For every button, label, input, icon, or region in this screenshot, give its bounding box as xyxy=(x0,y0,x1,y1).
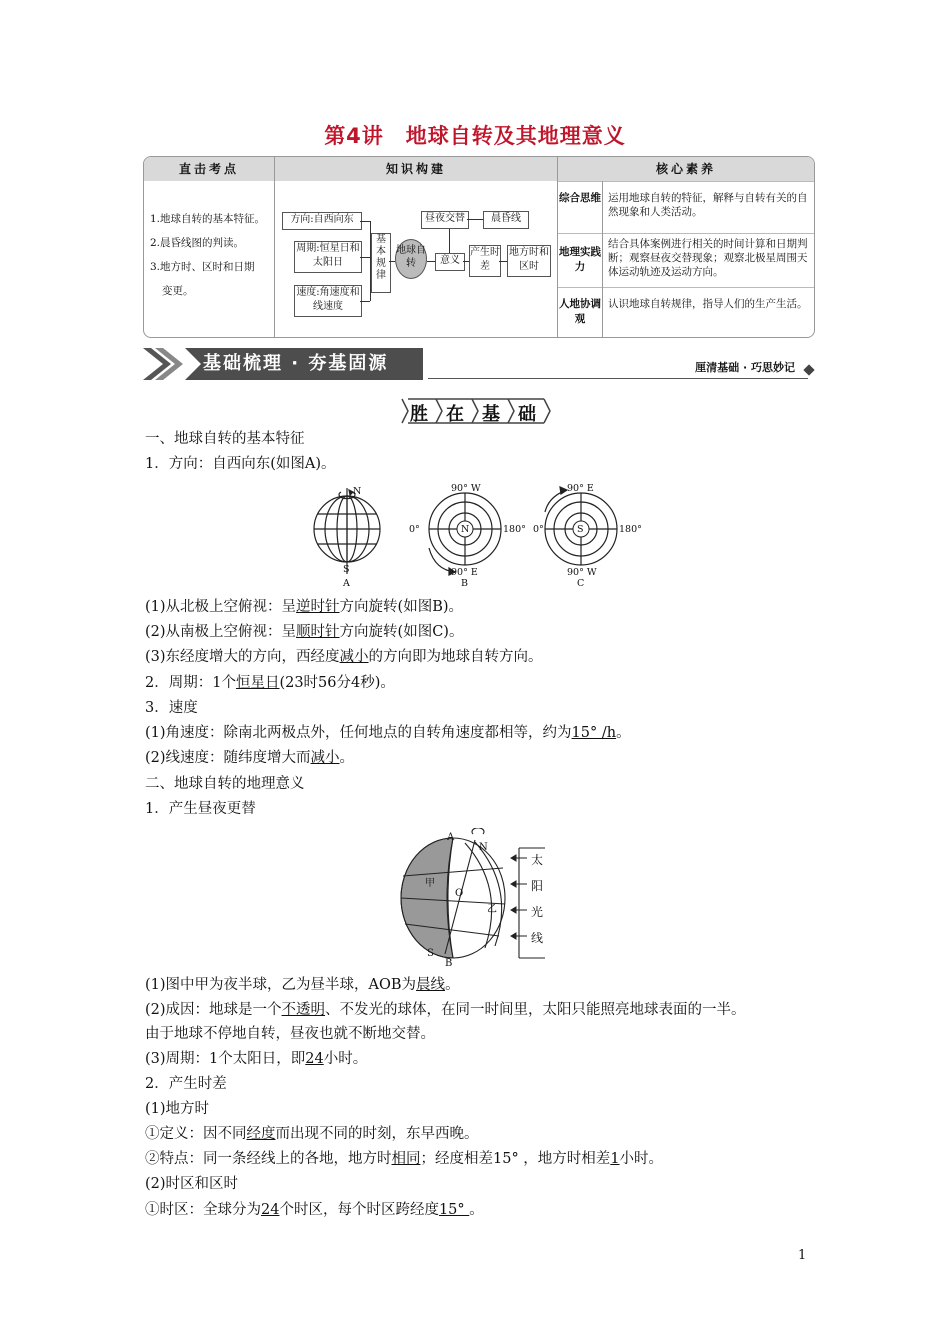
line-text: 的方向即为地球自转方向。 xyxy=(368,649,543,665)
text-line xyxy=(145,647,543,667)
section-banner xyxy=(143,348,815,380)
sub-banner-char: 础 xyxy=(518,404,536,425)
line-text: 1．产生昼夜更替 xyxy=(145,801,256,817)
line-text: 。 xyxy=(616,725,631,741)
suyang-label: 综合思维 xyxy=(559,192,601,204)
diamond-icon xyxy=(803,364,814,375)
fig-label: 0° xyxy=(409,524,420,535)
answer-text: 15° xyxy=(438,1202,470,1218)
line-text: 2．周期：1个 xyxy=(145,675,236,691)
line-text: 小时。 xyxy=(323,1051,368,1067)
fig-label: N xyxy=(479,842,488,853)
sun-label: 线 xyxy=(531,931,544,945)
text-line xyxy=(145,1174,238,1194)
sun-label: 光 xyxy=(531,905,544,919)
text-line xyxy=(145,975,460,995)
text-line xyxy=(145,1049,367,1069)
suyang-text: 运用地球自转的特征，解释与自转有关的自然现象和人类活动。 xyxy=(608,192,808,218)
fig-label: C xyxy=(577,578,585,589)
line-text: 。 xyxy=(445,977,460,993)
line-text: (2)成因：地球是一个 xyxy=(145,1002,282,1018)
sub-banner-char: 基 xyxy=(482,404,500,425)
fig-label: 180° xyxy=(503,524,526,535)
fig-label: S xyxy=(427,948,434,959)
text-line xyxy=(145,673,395,693)
line-text: 二、地球自转的地理意义 xyxy=(145,776,305,792)
fig-label: 乙 xyxy=(487,904,497,915)
header-kaodian: 直击考点 xyxy=(144,157,274,181)
fig-label: 180° xyxy=(619,524,642,535)
line-text: 1．方向：自西向东(如图A)。 xyxy=(145,456,336,472)
answer-text: 经度 xyxy=(246,1126,276,1142)
line-text: (23时56分4秒)。 xyxy=(279,675,395,691)
line-text: 小时。 xyxy=(619,1151,664,1167)
answer-text: 恒星日 xyxy=(235,675,280,691)
node-speed: 速度:角速度和线速度 xyxy=(294,285,362,317)
line-text: 个时区，每个时区跨经度 xyxy=(279,1202,439,1218)
fig-label: 0° xyxy=(533,524,544,535)
text-line xyxy=(145,622,463,642)
text-line xyxy=(145,1024,435,1044)
kaodian-item: 2.晨昏线图的判读。 xyxy=(150,237,245,249)
line-text: 而出现不同的时刻，东早西晚。 xyxy=(275,1126,479,1142)
fig-label: 90° W xyxy=(451,483,481,494)
text-line xyxy=(145,1099,209,1119)
sub-banner-char: 胜 xyxy=(410,404,428,425)
text-line xyxy=(145,1124,479,1144)
line-text: (2)时区和区时 xyxy=(145,1176,239,1192)
line-text: ；经度相差15° ，地方时相差 xyxy=(420,1151,611,1167)
text-line xyxy=(145,723,631,743)
node-meaning: 意义 xyxy=(435,253,465,271)
suyang-label: 人地协调观 xyxy=(559,298,601,325)
text-line xyxy=(145,1200,484,1220)
fig-label: N xyxy=(353,486,362,497)
kaodian-item: 1.地球自转的基本特征。 xyxy=(150,213,266,225)
rotation-figure xyxy=(305,482,645,592)
node-local-time: 地方时和区时 xyxy=(507,245,551,277)
line-text: 方向旋转(如图B)。 xyxy=(339,599,464,615)
fig-label: N xyxy=(461,524,470,535)
fig-label: 90° W xyxy=(567,567,597,578)
node-terminator: 晨昏线 xyxy=(483,211,529,229)
suyang-text: 认识地球自转规律，指导人们的生产生活。 xyxy=(608,298,808,310)
node-time-diff: 产生时差 xyxy=(469,245,501,277)
line-text: (1)图中甲为夜半球，乙为昼半球，AOB为 xyxy=(145,977,417,993)
answer-text: 减小 xyxy=(310,750,340,766)
sub-banner-char: 在 xyxy=(446,404,464,425)
fig-label: S xyxy=(577,524,584,535)
text-line xyxy=(145,1149,663,1169)
node-day-night: 昼夜交替 xyxy=(421,211,469,229)
page-number: 1 xyxy=(798,1248,807,1263)
fig-label: B xyxy=(445,958,453,968)
line-text: (2)从南极上空俯视：呈 xyxy=(145,624,297,640)
line-text: (3)周期：1个太阳日，即 xyxy=(145,1051,306,1067)
line-text: ①时区：全球分为 xyxy=(145,1202,261,1218)
kaodian-list xyxy=(150,207,274,303)
banner-subtitle: 厘清基础 · 巧思妙记 xyxy=(695,361,795,374)
text-line xyxy=(145,698,198,718)
fig-label: A xyxy=(447,832,455,843)
line-text: (1)地方时 xyxy=(145,1101,210,1117)
answer-text: 不透明 xyxy=(281,1002,326,1018)
sun-label: 阳 xyxy=(531,879,544,893)
answer-text: 1 xyxy=(610,1151,620,1167)
fig-label: A xyxy=(343,578,350,589)
answer-text: 减小 xyxy=(339,649,369,665)
text-line xyxy=(145,1074,227,1094)
answer-text: 24 xyxy=(261,1202,280,1218)
text-line xyxy=(145,1000,746,1020)
line-text: 方向旋转(如图C)。 xyxy=(339,624,464,640)
text-line xyxy=(145,748,354,768)
line-text: ②特点：同一条经线上的各地，地方时 xyxy=(145,1151,392,1167)
kaodian-item: 变更。 xyxy=(162,285,194,297)
node-direction: 方向:自西向东 xyxy=(282,212,362,230)
node-rotation: 地球自转 xyxy=(395,239,427,279)
fig-label: B xyxy=(461,578,468,589)
fig-label: 90° E xyxy=(451,567,478,578)
line-text: 2．产生时差 xyxy=(145,1076,227,1092)
answer-text: 24 xyxy=(305,1051,324,1067)
answer-text: 15° /h xyxy=(571,725,617,741)
line-text: (2)线速度：随纬度增大而 xyxy=(145,750,311,766)
text-line xyxy=(145,799,256,819)
line-text: (1)角速度：除南北两极点外，任何地点的自转角速度都相等，约为 xyxy=(145,725,572,741)
page-title: 第4讲 地球自转及其地理意义 xyxy=(324,124,626,148)
sun-label: 太 xyxy=(531,853,544,867)
terminator-figure xyxy=(395,828,555,968)
fig-label: 90° E xyxy=(567,483,594,494)
text-line xyxy=(145,597,463,617)
header-suyang: 核心素养 xyxy=(558,157,814,181)
answer-text: 相同 xyxy=(391,1151,421,1167)
kaodian-item: 3.地方时、区时和日期 xyxy=(150,261,255,273)
text-line xyxy=(145,454,336,474)
line-text: 、不发光的球体，在同一时间里，太阳只能照亮地球表面的一半。 xyxy=(325,1002,746,1018)
line-text: (3)东经度增大的方向，西经度 xyxy=(145,649,340,665)
answer-text: 晨线 xyxy=(416,977,446,993)
node-basic-law: 基本规律 xyxy=(371,233,391,293)
line-text: 3．速度 xyxy=(145,700,198,716)
line-text: 。 xyxy=(339,750,355,766)
fig-label: S xyxy=(343,564,350,575)
answer-text: 顺时针 xyxy=(296,624,340,640)
line-text: 一、地球自转的基本特征 xyxy=(145,431,305,447)
fig-label: O xyxy=(455,888,464,899)
suyang-label: 地理实践力 xyxy=(559,246,601,273)
overview-table xyxy=(143,156,815,338)
fig-label: 甲 xyxy=(425,878,435,889)
line-text: 。 xyxy=(469,1202,484,1218)
suyang-text: 结合具体案例进行相关的时间计算和日期判断；观察昼夜交替现象；观察北极星周围天体运动轨迹及运动方向。 xyxy=(608,238,808,278)
banner-title: 基础梳理 · 夯基固源 xyxy=(203,353,389,374)
line-text: ①定义：因不同 xyxy=(145,1126,247,1142)
header-zhishi: 知识构建 xyxy=(275,157,557,181)
answer-text: 逆时针 xyxy=(296,599,340,615)
line-text: 由于地球不停地自转，昼夜也就不断地交替。 xyxy=(145,1026,435,1042)
line-text: (1)从北极上空俯视：呈 xyxy=(145,599,297,615)
sub-banner xyxy=(400,398,552,424)
text-line xyxy=(145,429,305,449)
text-line xyxy=(145,774,305,794)
node-period: 周期:恒星日和太阳日 xyxy=(294,241,362,273)
